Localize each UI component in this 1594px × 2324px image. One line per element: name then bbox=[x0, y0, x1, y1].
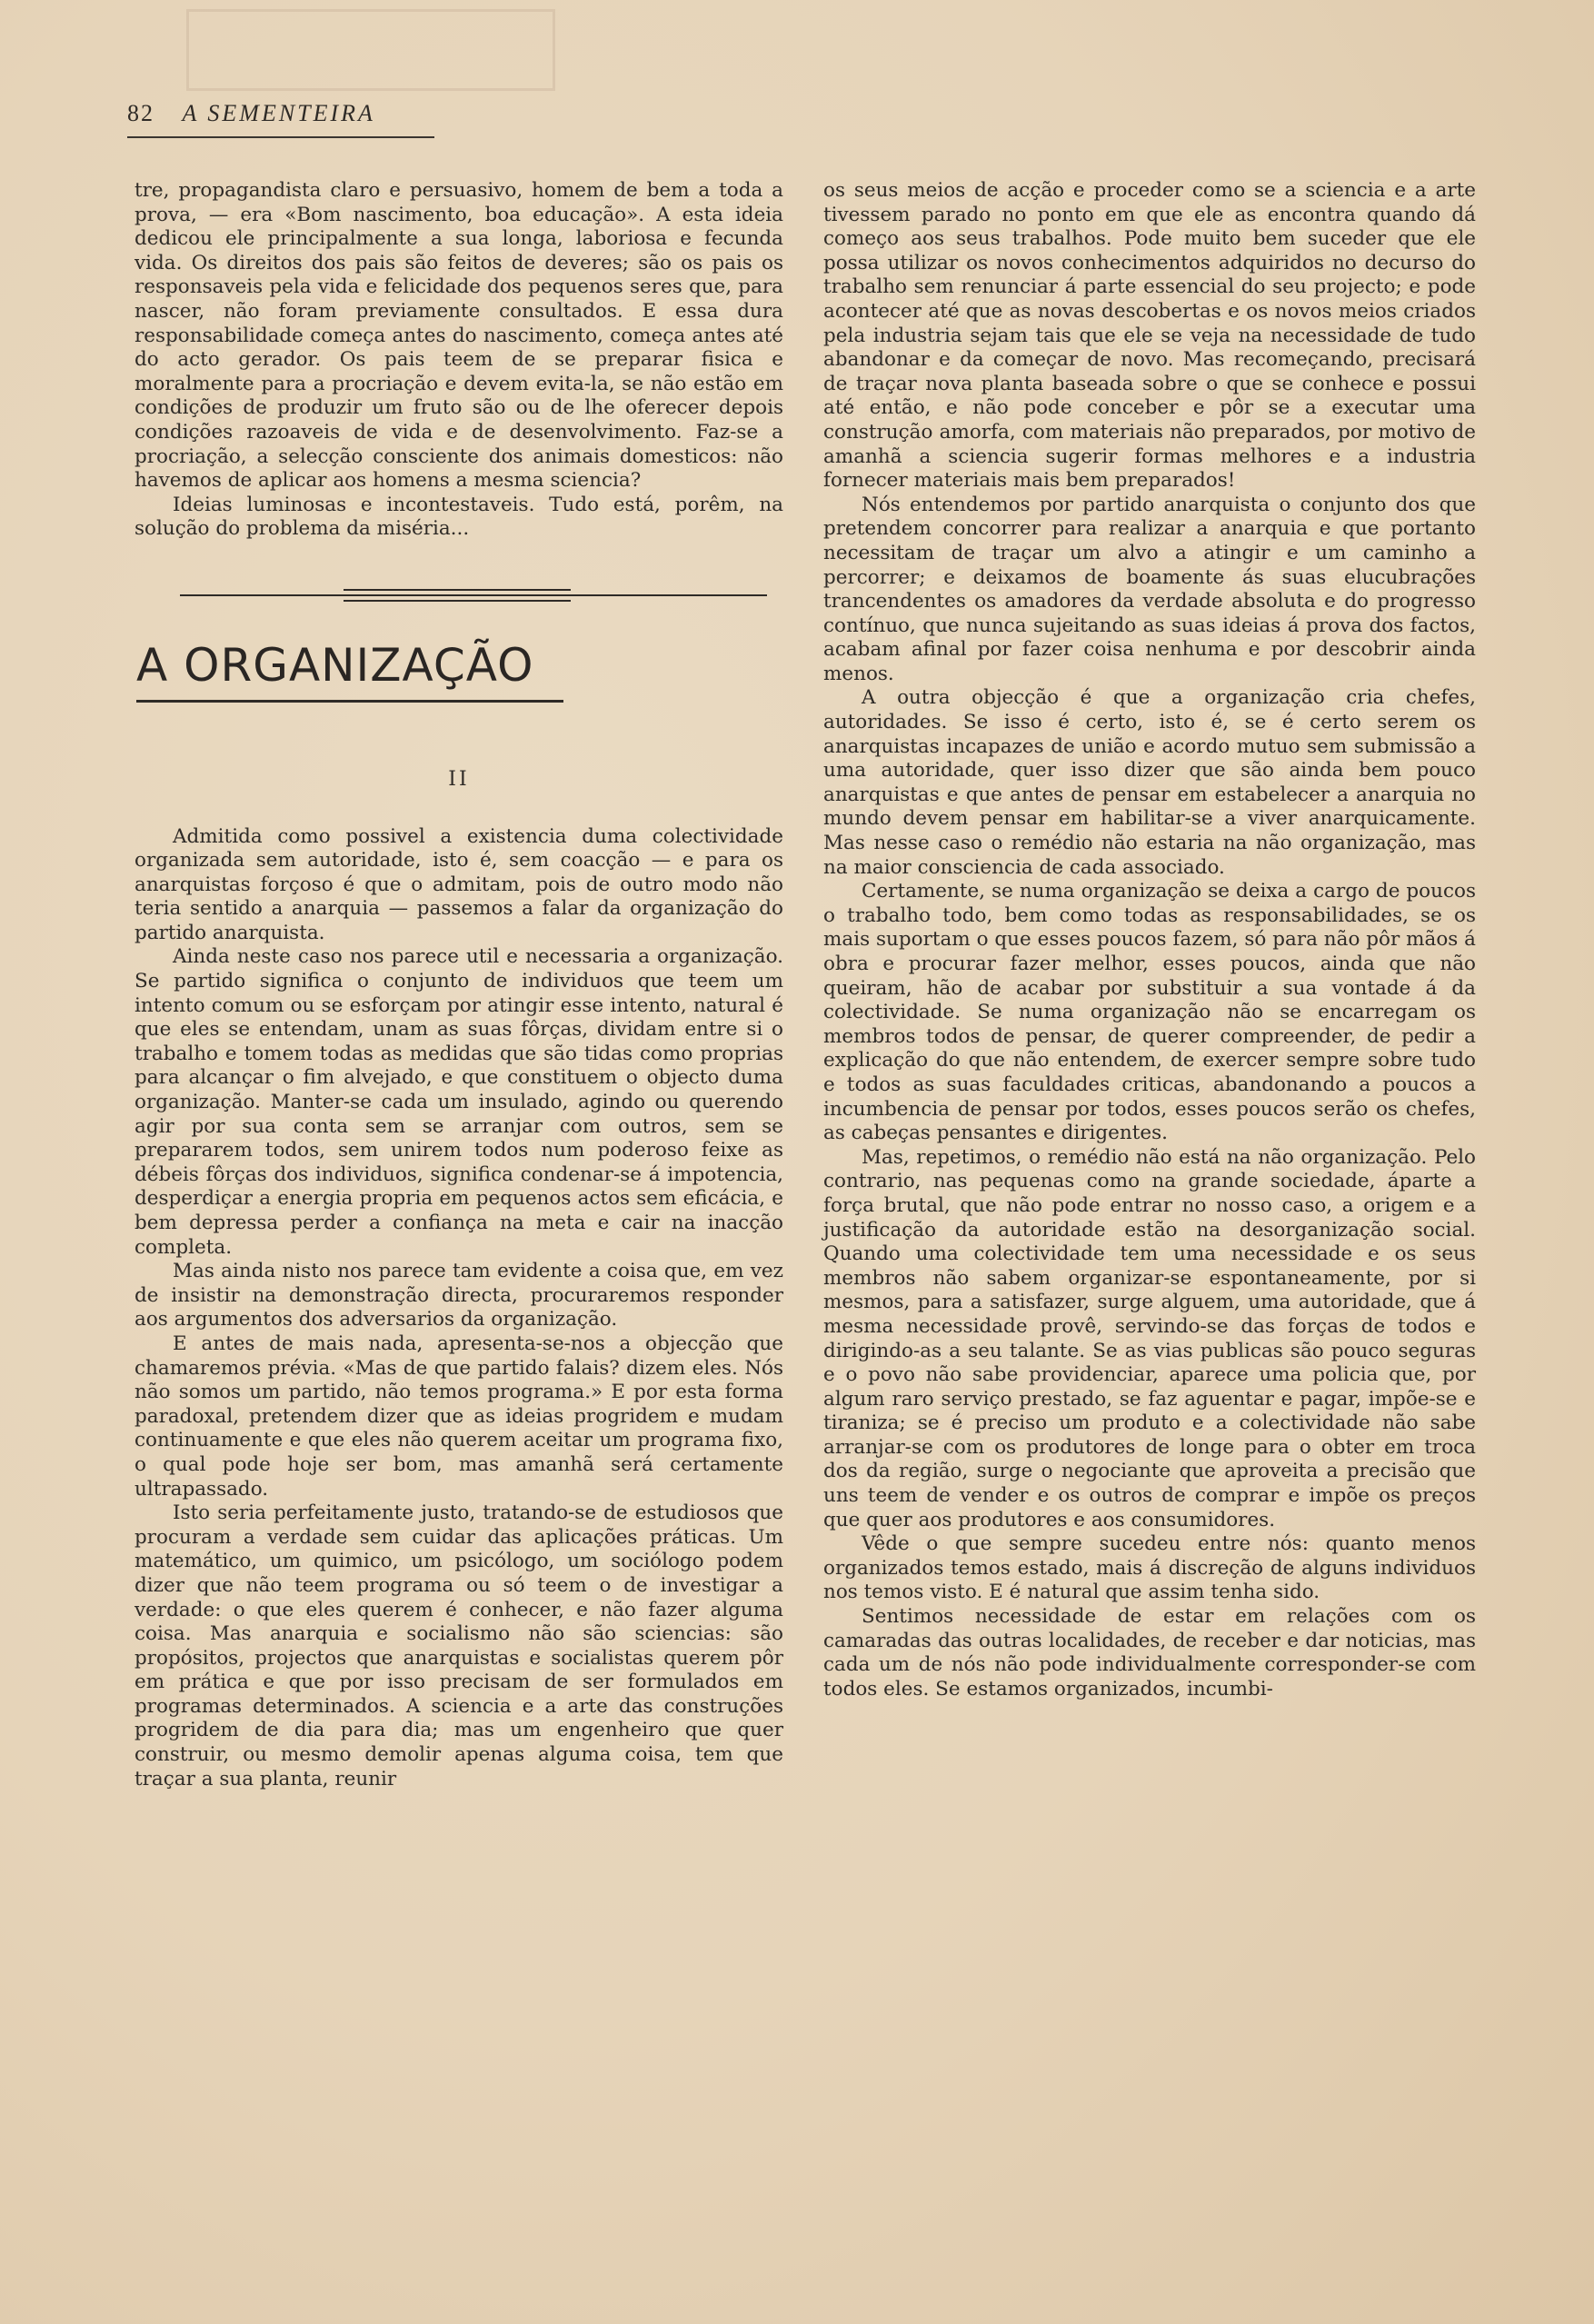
paragraph: Ideias luminosas e incontestaveis. Tudo está, porêm, na solução do problema da miséria... bbox=[134, 493, 783, 541]
paragraph: Nós entendemos por partido anarquista o conjunto dos que pretendem concorrer para realizar a anarquia e que portanto necessitam de traçar um alvo a atingir e um caminho a percorrer; e deixamos de boamente ás suas elucubrações trancendentes os amadores da verdade absoluta e do progresso contínuo, que nunca sujeitando as suas ideias á prova dos factos, acabam afinal por fazer coisa nenhuma e por descobrir ainda menos. bbox=[823, 493, 1476, 685]
paragraph: Mas ainda nisto nos parece tam evidente a coisa que, em vez de insistir na demonstração directa, procuraremos responder aos argumentos dos adversarios da organização. bbox=[134, 1260, 783, 1332]
paragraph-continued: tre, propagandista claro e persuasivo, homem de bem a toda a prova, — era «Bom nascimento, boa educação». A esta ideia dedicou ele principalmente a sua longa, laboriosa e fecunda vida. Os direitos dos pais são feitos de deveres; são os pais os responsaveis pela vida e felicidade dos pequenos seres que, para nascer, não foram previamente consultados. E essa dura responsabilidade começa antes do nascimento, começa antes até do acto gerador. Os pais teem de se preparar fisica e moralmente para a procriação e devem evita-la, se não estão em condições de produzir um fruto são ou de lhe oferecer depois condições razoaveis de vida e de desenvolvimento. Faz-se a procriação, a selecção consciente dos animais domesticos: não havemos de aplicar aos homens a mesma sciencia? bbox=[134, 179, 783, 493]
paragraph: Ainda neste caso nos parece util e necessaria a organização. Se partido significa o conjunto de individuos que teem um intento comum ou se esforçam por atingir esse intento, natural é que eles se entendam, unam as suas fôrças, dividam entre si o trabalho e tomem todas as medidas que são tidas como proprias para alcançar o fim alvejado, e que constituem o objecto duma organização. Manter-se cada um insulado, agindo ou querendo agir por sua conta sem se arranjar com outros, sem se prepararem todos, sem unirem todos num poderoso feixe as débeis fôrças dos individuos, significa condenar-se á impotencia, desperdiçar a energia propria em pequenos actos sem eficácia, e bem depressa perder a confiança na meta e cair na inacção completa. bbox=[134, 945, 783, 1259]
paragraph: Sentimos necessidade de estar em relações com os camaradas das outras localidades, de receber e dar noticias, mas cada um de nós não pode individualmente corresponder-se com todos eles. Se estamos organizados, incumbi- bbox=[823, 1605, 1476, 1701]
paragraph: Isto seria perfeitamente justo, tratando-se de estudiosos que procuram a verdade sem cuidar das aplicações práticas. Um matemático, um quimico, um psicólogo, um sociólogo podem dizer que não teem programa ou só teem o de investigar a verdade: o que eles querem é conhecer, e não fazer alguma coisa. Mas anarquia e socialismo não são sciencias: são propósitos, projectos que anarquistas e socialistas querem pôr em prática e que por isso precisam de ser formulados em programas determinados. A sciencia e a arte das construções progridem de dia para dia; mas um engenheiro que quer construir, ou mesmo demolir apenas alguma coisa, tem que traçar a sua planta, reunir bbox=[134, 1501, 783, 1790]
journal-title: A SEMENTEIRA bbox=[182, 100, 375, 126]
section-divider-ornament bbox=[134, 573, 783, 618]
paragraph: A outra objecção é que a organização cria chefes, autoridades. Se isso é certo, isto é, se é certo serem os anarquistas incapazes de união e acordo mutuo sem submissão a uma autoridade, quer isso dizer que são ainda bem pouco anarquistas e que antes de pensar em estabelecer a anarquia no mundo devem pensar em habilitar-se a viver anarquicamente. Mas nesse caso o remédio não estaria na não organização, mas na maior consciencia de cada associado. bbox=[823, 686, 1476, 879]
paragraph-continued: os seus meios de acção e proceder como se a sciencia e a arte tivessem parado no ponto em que ele as encontra quando dá começo aos seus trabalhos. Pode muito bem suceder que ele possa utilizar os novos conhecimentos adquiridos no decurso do trabalho sem renunciar á parte essencial do seu projecto; e pode acontecer até que as novas descobertas e os novos meios criados pela industria sejam tais que ele se veja na necessidade de tudo abandonar e da começar de novo. Mas recomeçando, precisará de traçar nova planta baseada sobre o que se conhece e possui até então, e não pode conceber e pôr se a executar uma construção amorfa, com materiais não preparados, por motivo de amanhã a sciencia sugerir formas melhores e a industria fornecer materiais mais bem preparados! bbox=[823, 179, 1476, 493]
part-number: II bbox=[448, 767, 470, 791]
running-header bbox=[127, 100, 375, 127]
article-title: A ORGANIZAÇÃO bbox=[136, 638, 534, 692]
header-rule bbox=[127, 136, 434, 138]
paragraph: Mas, repetimos, o remédio não está na não organização. Pelo contrario, nas pequenas como na grande sociedade, áparte a força brutal, que não pode entrar no nosso caso, a origem e a justificação da autoridade estão na desorganização social. Quando uma colectividade tem uma necessidade e os seus membros não sabem organizar-se espontaneamente, por si mesmos, para a satisfazer, surge alguem, uma autoridade, que á mesma necessidade provê, servindo-se das forças de todos e dirigindo-as a seu talante. Se as vias publicas são pouco seguras e o povo não sabe providenciar, aparece uma policia que, por algum raro serviço prestado, se faz aguentar e pagar, impõe-se e tiraniza; se é preciso um produto e a colectividade não sabe arranjar-se com os produtores de longe para o obter em troca dos da região, surge o negociante que aproveita a precisão que uns teem de vender e os outros de comprar e impõe os preços que quer aos produtores e aos consumidores. bbox=[823, 1145, 1476, 1531]
paragraph: Vêde o que sempre sucedeu entre nós: quanto menos organizados temos estado, mais á discreção de alguns individuos nos temos visto. E é natural que assim tenha sido. bbox=[823, 1532, 1476, 1604]
paragraph: Certamente, se numa organização se deixa a cargo de poucos o trabalho todo, bem como todas as responsabilidades, se os mais suportam o que esses poucos fazem, só para não pôr mãos á obra e procurar fazer melhor, esses poucos, ainda que não queiram, hão de acabar por substituir a sua vontade á da colectividade. Se numa organização não se encarregam os membros todos de pensar, de querer compreender, de pedir a explicação do que não entendem, de exercer sempre sobre tudo e todos as suas faculdades criticas, abandonando a poucos a incumbencia de pensar por todos, esses poucos serão os chefes, as cabeças pensantes e dirigentes. bbox=[823, 880, 1476, 1145]
right-column bbox=[823, 179, 1476, 1701]
paragraph: Admitida como possivel a existencia duma colectividade organizada sem autoridade, isto é, sem coacção — e para os anarquistas forçoso é que o admitam, pois de outro modo não teria sentido a anarquia — passemos a falar da organização do partido anarquista. bbox=[134, 824, 783, 944]
paragraph: E antes de mais nada, apresenta-se-nos a objecção que chamaremos prévia. «Mas de que partido falais? dizem eles. Nós não somos um partido, não temos programa.» E por esta forma paradoxal, pretendem dizer que as ideias progridem e mudam continuamente e que eles não querem aceitar um programa fixo, o qual pode hoje ser bom, mas amanhã será certamente ultrapassado. bbox=[134, 1332, 783, 1501]
faded-library-stamp bbox=[186, 9, 555, 91]
title-underline bbox=[136, 700, 563, 703]
page-number: 82 bbox=[127, 100, 154, 126]
left-column bbox=[134, 179, 783, 1791]
